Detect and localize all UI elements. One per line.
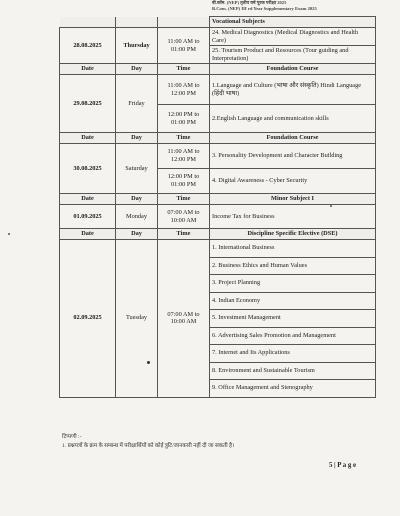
column-header-day: Day (116, 229, 158, 240)
scan-speck (330, 205, 332, 207)
header-english-title: B.Com. (NEP) III rd Year Supplementary Exam 2025 (212, 6, 317, 11)
column-header-time: Time (158, 194, 210, 205)
section-heading: Foundation Course (210, 64, 376, 75)
column-header-date: Date (60, 229, 116, 240)
subject-cell: 3. Project Planning (210, 275, 376, 293)
subject-cell: 5. Investment Management (210, 310, 376, 328)
column-header-day: Day (116, 133, 158, 144)
footnote-text: 1. प्रश्नपत्रों के क्रम के सम्बन्ध में परीक्षार्थियों को कोई त्रुटि/जानकारी नहीं दी जा सकती है। (62, 443, 235, 449)
section-heading: Vocational Subjects (210, 17, 376, 28)
column-header-day: Day (116, 64, 158, 75)
scan-speck (147, 361, 150, 364)
exam-time: 11:00 AM to 01:00 PM (158, 28, 210, 64)
column-header-row (60, 229, 376, 240)
vocational-heading-row (60, 17, 376, 28)
header-hindi-title: बी.कॉम. (NEP) तृतीय वर्ष पूरक परीक्षा 2025 (212, 0, 287, 5)
subject-cell: 4. Digital Awareness - Cyber Security (210, 169, 376, 194)
column-header-row (60, 64, 376, 75)
exam-date: 28.08.2025 (60, 28, 116, 64)
exam-day: Thursday (116, 28, 158, 64)
subject-cell: 1.Language and Culture (भाषा और संस्कृति) Hindi Language (हिंदी भाषा) (210, 75, 376, 105)
exam-date: 01.09.2025 (60, 205, 116, 229)
subject-cell: 9. Office Management and Stenography (210, 380, 376, 398)
exam-day: Tuesday (116, 240, 158, 398)
table-row (60, 28, 376, 46)
column-header-time: Time (158, 64, 210, 75)
subject-cell: 2.English Language and communication skills (210, 105, 376, 133)
column-header-time: Time (158, 133, 210, 144)
footnote (62, 433, 234, 451)
column-header-row (60, 194, 376, 205)
section-heading: Foundation Course (210, 133, 376, 144)
exam-time: 07:00 AM to 10:00 AM (158, 205, 210, 229)
column-header-day: Day (116, 194, 158, 205)
subject-cell: 25. Tourism Product and Resources (Tour guiding and Interpretation) (210, 46, 376, 64)
exam-day: Saturday (116, 144, 158, 194)
exam-day: Monday (116, 205, 158, 229)
scan-speck (8, 233, 10, 235)
exam-time: 12:00 PM to 01:00 PM (158, 169, 210, 194)
column-header-date: Date (60, 194, 116, 205)
table-row (60, 240, 376, 258)
page-number: 5 | P a g e (329, 462, 356, 469)
exam-day: Friday (116, 75, 158, 133)
section-heading: Discipline Specific Elective (DSE) (210, 229, 376, 240)
section-heading: Minor Subject I (210, 194, 376, 205)
exam-date: 29.08.2025 (60, 75, 116, 133)
subject-cell: 6. Advertising Sales Promotion and Management (210, 327, 376, 345)
exam-date: 02.09.2025 (60, 240, 116, 398)
subject-cell: 8. Environment and Sustainable Tourism (210, 362, 376, 380)
table-row (60, 75, 376, 105)
exam-date: 30.08.2025 (60, 144, 116, 194)
table-row (60, 205, 376, 229)
subject-cell: 3. Personality Development and Character Building (210, 144, 376, 169)
column-header-time: Time (158, 229, 210, 240)
exam-time: 11:00 AM to 12:00 PM (158, 144, 210, 169)
footnote-title: टिप्पणी :- (62, 434, 82, 440)
exam-time: 07:00 AM to 10:00 AM (158, 240, 210, 398)
subject-cell: 1. International Business (210, 240, 376, 258)
subject-cell: 4. Indian Economy (210, 292, 376, 310)
document-header (212, 0, 372, 12)
column-header-row (60, 133, 376, 144)
exam-schedule-table (59, 16, 376, 398)
column-header-date: Date (60, 133, 116, 144)
exam-time: 12:00 PM to 01:00 PM (158, 105, 210, 133)
subject-cell: 2. Business Ethics and Human Values (210, 257, 376, 275)
exam-time: 11:00 AM to 12:00 PM (158, 75, 210, 105)
subject-cell: Income Tax for Business (210, 205, 376, 229)
subject-cell: 7. Internet and Its Applications (210, 345, 376, 363)
table-row (60, 144, 376, 169)
column-header-date: Date (60, 64, 116, 75)
subject-cell: 24. Medical Diagnostics (Medical Diagnostics and Health Care) (210, 28, 376, 46)
